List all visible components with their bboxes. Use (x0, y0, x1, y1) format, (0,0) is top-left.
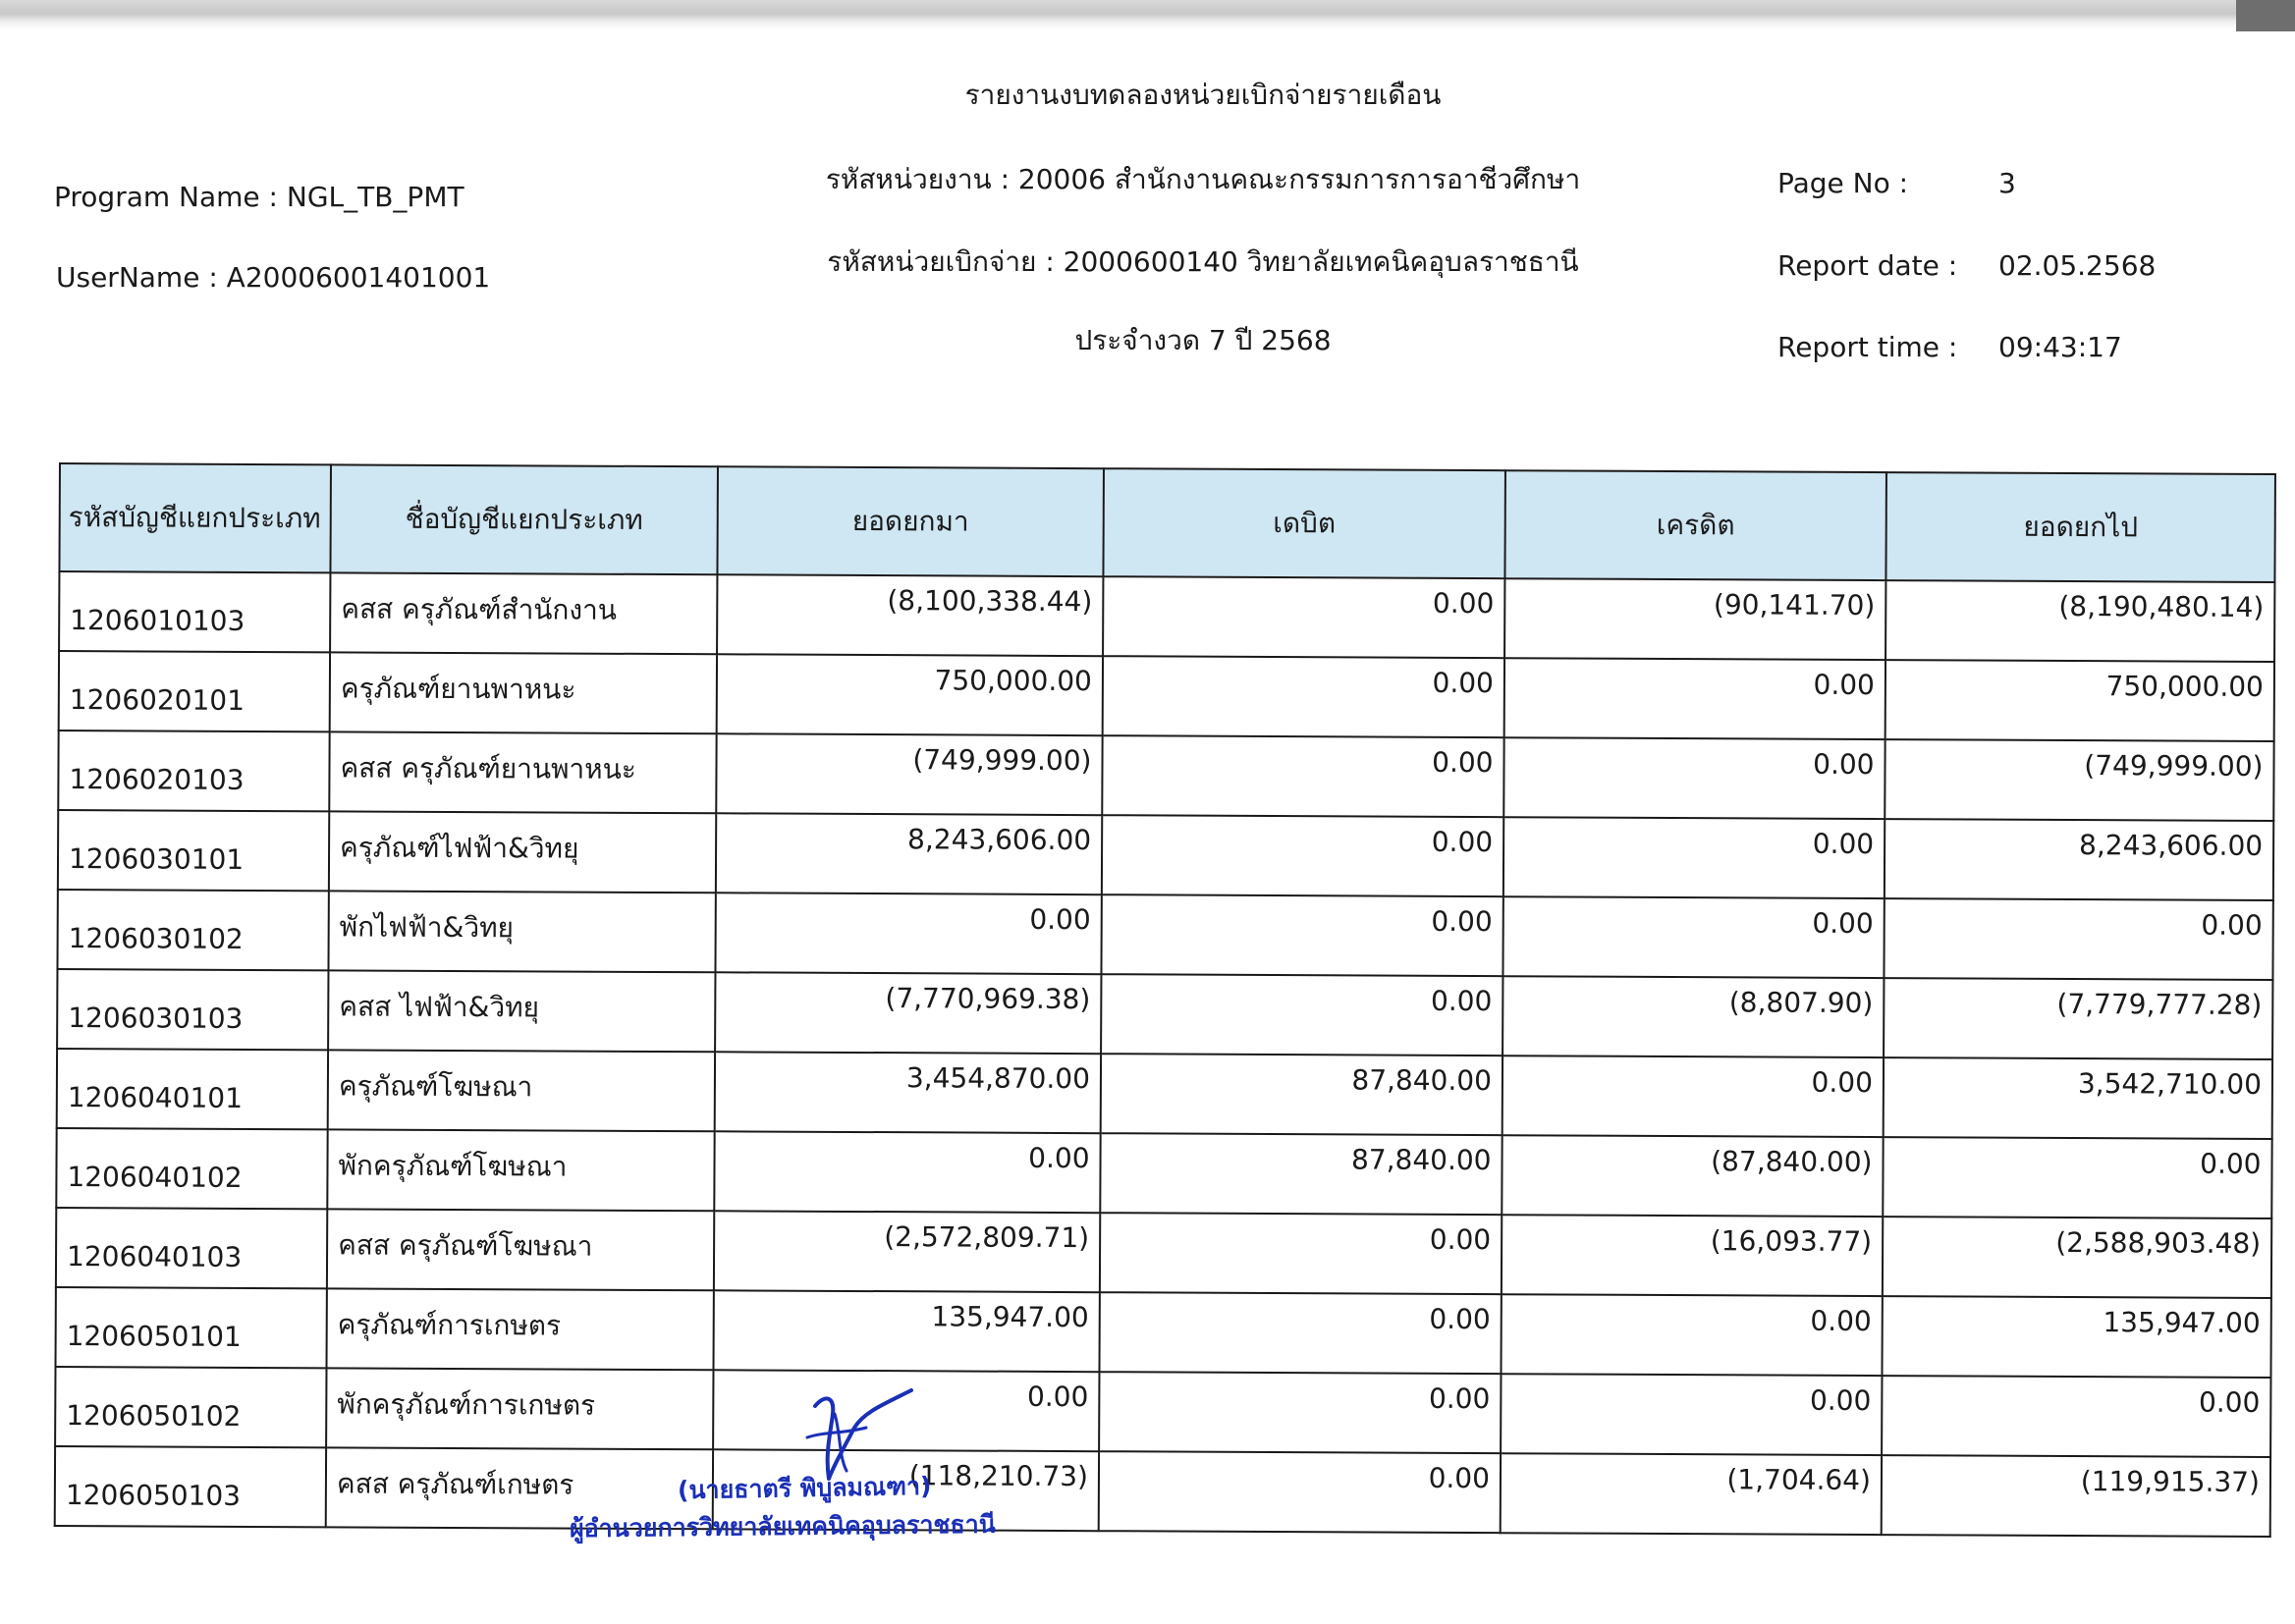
cell-carried-forward: (7,779,777.28) (1884, 978, 2272, 1059)
cell-brought-forward: (7,770,969.38) (715, 972, 1101, 1054)
cell-account-name: ครุภัณฑ์การเกษตร (326, 1288, 713, 1370)
cell-debit: 0.00 (1100, 1213, 1502, 1294)
cell-brought-forward: 8,243,606.00 (716, 813, 1102, 894)
cell-account-name: พักครุภัณฑ์การเกษตร (326, 1368, 713, 1449)
cell-account-code: 1206040101 (57, 1049, 328, 1129)
agency-line: รหัสหน่วยงาน : 20006 สำนักงานคณะกรรมการการอาชีวศึกษา (825, 163, 1581, 195)
cell-carried-forward: 750,000.00 (1885, 660, 2274, 741)
signatory-name: (นายธาตรี พิบูลมณฑา) (677, 1471, 932, 1505)
disbursing-unit-line: รหัสหน่วยเบิกจ่าย : 2000600140 วิทยาลัยเทคนิคอุบลราชธานี (827, 245, 1579, 278)
cell-account-code: 1206040102 (56, 1128, 327, 1209)
cell-account-code: 1206050102 (55, 1367, 326, 1447)
cell-credit: (8,807.90) (1503, 976, 1884, 1057)
cell-debit: 0.00 (1099, 1451, 1501, 1533)
cell-account-code: 1206030102 (57, 890, 328, 970)
cell-debit: 0.00 (1103, 656, 1504, 737)
cell-account-name: คสส ไฟฟ้า&วิทยุ (328, 970, 715, 1052)
cell-carried-forward: (2,588,903.48) (1883, 1217, 2271, 1298)
cell-credit: 0.00 (1501, 1374, 1882, 1455)
cell-carried-forward: 0.00 (1884, 898, 2272, 980)
page-no-label: Page No : (1777, 167, 1909, 199)
header-account-code: รหัสบัญชีแยกประเภท (59, 463, 331, 572)
cell-debit: 87,840.00 (1100, 1133, 1502, 1215)
cell-credit: 0.00 (1504, 658, 1885, 739)
cell-brought-forward: (749,999.00) (716, 733, 1102, 815)
header-carried-forward: ยอดยกไป (1885, 472, 2275, 582)
cell-carried-forward: (749,999.00) (1885, 739, 2273, 821)
trial-balance-table (54, 462, 2276, 1538)
table-body (55, 571, 2275, 1537)
cell-account-name: คสส ครุภัณฑ์สำนักงาน (330, 572, 717, 654)
cell-account-name: คสส ครุภัณฑ์โฆษณา (327, 1209, 714, 1290)
scan-corner-shadow (2236, 0, 2295, 31)
report-date-value: 02.05.2568 (1998, 249, 2157, 282)
table-row (58, 731, 2273, 821)
table-row (57, 969, 2272, 1059)
cell-brought-forward: (118,210.73) (713, 1449, 1099, 1531)
cell-account-code: 1206020103 (58, 731, 329, 811)
header-credit: เครดิต (1504, 470, 1886, 580)
report-time-label: Report time : (1777, 331, 1958, 363)
table-row (55, 1367, 2270, 1457)
cell-carried-forward: 0.00 (1883, 1137, 2271, 1218)
cell-credit: (87,840.00) (1502, 1135, 1883, 1217)
cell-account-code: 1206010103 (59, 571, 330, 652)
cell-account-code: 1206030101 (58, 810, 329, 891)
cell-account-name: คสส ครุภัณฑ์เกษตร (326, 1447, 713, 1529)
header-account-name: ชื่อบัญชีแยกประเภท (330, 464, 718, 574)
table-row (55, 1287, 2270, 1378)
cell-account-code: 1206020101 (59, 651, 330, 731)
report-time-value: 09:43:17 (1998, 331, 2122, 363)
cell-account-name: ครุภัณฑ์โฆษณา (328, 1050, 715, 1131)
cell-account-name: ครุภัณฑ์ไฟฟ้า&วิทยุ (329, 811, 716, 893)
cell-debit: 0.00 (1099, 1372, 1501, 1453)
cell-account-code: 1206040103 (56, 1208, 327, 1288)
cell-brought-forward: (2,572,809.71) (714, 1211, 1100, 1292)
table-header-row (59, 463, 2275, 582)
cell-debit: 0.00 (1103, 576, 1504, 658)
period-line: ประจำงวด 7 ปี 2568 (1074, 324, 1332, 356)
signature-block (570, 1384, 1159, 1561)
table-row (56, 1128, 2271, 1218)
user-name: UserName : A20006001401001 (56, 261, 491, 294)
signatory-position: ผู้อำนวยการวิทยาลัยเทคนิคอุบลราชธานี (569, 1509, 996, 1543)
program-name: Program Name : NGL_TB_PMT (54, 181, 464, 213)
table-row (57, 1049, 2272, 1139)
cell-carried-forward: 135,947.00 (1882, 1296, 2270, 1378)
table-row (56, 1208, 2271, 1298)
cell-carried-forward: (8,190,480.14) (1885, 580, 2274, 662)
cell-brought-forward: 0.00 (713, 1370, 1099, 1451)
cell-debit: 0.00 (1102, 735, 1503, 817)
cell-credit: 0.00 (1503, 817, 1885, 898)
cell-carried-forward: 8,243,606.00 (1885, 819, 2273, 900)
cell-account-name: ครุภัณฑ์ยานพาหนะ (330, 652, 717, 733)
cell-brought-forward: 0.00 (715, 893, 1101, 974)
table-row (59, 571, 2274, 662)
cell-credit: (16,093.77) (1502, 1215, 1883, 1296)
cell-credit: (1,704.64) (1501, 1453, 1882, 1535)
cell-debit: 87,840.00 (1101, 1054, 1503, 1135)
cell-brought-forward: (8,100,338.44) (717, 574, 1103, 656)
cell-credit: 0.00 (1503, 737, 1885, 819)
cell-brought-forward: 3,454,870.00 (715, 1052, 1101, 1133)
header-brought-forward: ยอดยกมา (717, 466, 1104, 576)
cell-account-name: คสส ครุภัณฑ์ยานพาหนะ (329, 731, 716, 813)
cell-credit: 0.00 (1501, 1294, 1882, 1376)
cell-carried-forward: 0.00 (1882, 1376, 2270, 1457)
report-date-label: Report date : (1777, 249, 1958, 282)
cell-account-code: 1206030103 (57, 969, 328, 1050)
cell-debit: 0.00 (1101, 894, 1503, 976)
cell-account-code: 1206050101 (55, 1287, 326, 1368)
cell-brought-forward: 135,947.00 (713, 1290, 1099, 1372)
cell-carried-forward: (119,915.37) (1882, 1455, 2270, 1537)
header-debit: เดบิต (1103, 468, 1505, 578)
cell-account-name: พักครุภัณฑ์โฆษณา (327, 1129, 714, 1211)
table-row (57, 890, 2272, 980)
table-row (55, 1446, 2270, 1537)
page-no-value: 3 (1998, 167, 2016, 199)
table-row (58, 810, 2273, 900)
cell-account-name: พักไฟฟ้า&วิทยุ (328, 891, 715, 972)
cell-debit: 0.00 (1101, 974, 1503, 1056)
cell-debit: 0.00 (1102, 815, 1503, 896)
report-title: รายงานงบทดลองหน่วยเบิกจ่ายรายเดือน (964, 79, 1442, 111)
cell-credit: 0.00 (1503, 896, 1884, 978)
cell-brought-forward: 750,000.00 (717, 654, 1103, 735)
table-row (59, 651, 2274, 741)
scan-top-edge (0, 0, 2295, 29)
cell-carried-forward: 3,542,710.00 (1884, 1057, 2272, 1139)
cell-account-code: 1206050103 (55, 1446, 326, 1527)
cell-brought-forward: 0.00 (714, 1131, 1100, 1213)
cell-debit: 0.00 (1099, 1292, 1501, 1374)
cell-credit: 0.00 (1503, 1056, 1884, 1137)
cell-credit: (90,141.70) (1504, 578, 1885, 660)
